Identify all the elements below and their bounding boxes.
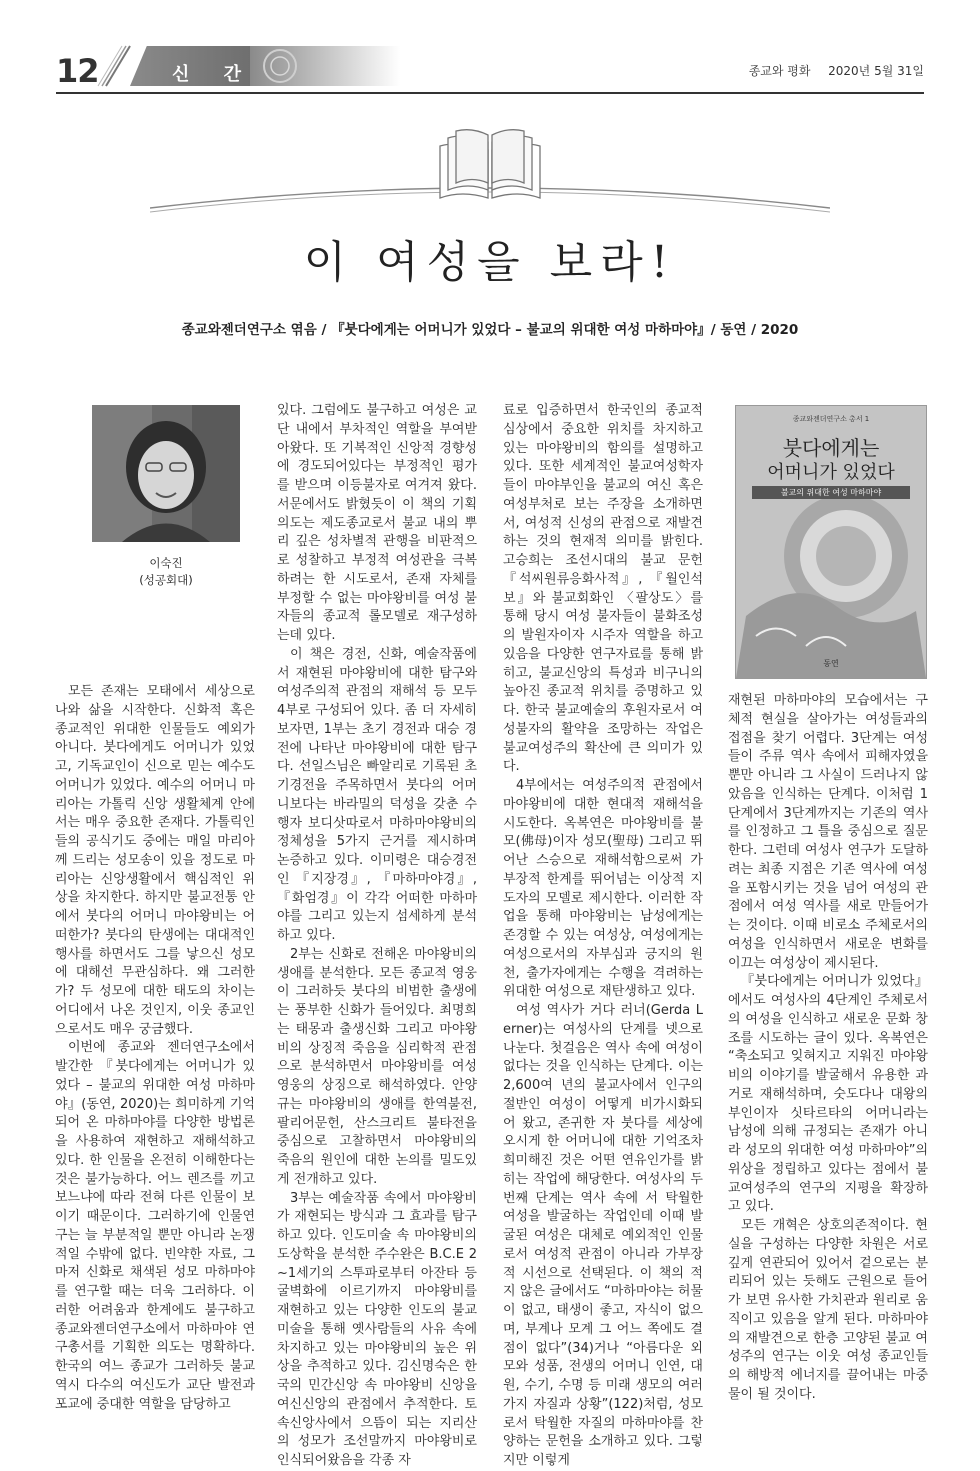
paragraph: 『붓다에게는 어머니가 있었다』에서도 여성사의 4단계인 주체로서의 여성을 인식하고 새로운 문화 창조를 시도하는 글이 있다. 옥복연은 “축소되고 잊혀지고 지워진 마야왕비의 이야기를 발굴해서 유용한 과거로 재해석하며, 숫도다나 대왕의 부인이자 싯타르타의 어머니라는 남성에 의해 규정되는 존재가 아니라 성모의 위대한 여성 마하마야”의 위상을 정립하고 있다는 점에서 불교여성주의 연구의 지평을 확장하고 있다.	[728, 974, 928, 1215]
author-affiliation: (성공회대)	[139, 573, 193, 587]
issue-date: 2020년 5월 31일	[828, 64, 924, 78]
book-info: 종교와젠더연구소 엮음 / 『붓다에게는 어머니가 있었다 – 불교의 위대한 여성 마하마야』/ 동연 / 2020	[181, 322, 799, 338]
cover-title-line1: 붓다에게는	[782, 436, 880, 460]
cover-series: 종교와젠더연구소 총서 1	[792, 415, 870, 423]
masthead	[749, 62, 924, 79]
section-label: 신 간	[172, 64, 256, 85]
book-cover	[735, 405, 927, 679]
author-caption	[92, 555, 240, 589]
column-3	[503, 402, 703, 1471]
paragraph: 여성 역사가 거다 러너(Gerda Lerner)는 여성사의 단계를 넷으로 나눈다. 첫걸음은 역사 속에 여성이 없다는 것을 인식하는 단계다. 이는 2,600여 년의 불교사에서 인구의 절반인 여성이 어떻게 비가시화되어 왔고, 존귀한 자 붓다를 세상에 오시게 한 어머니에 대한 기억조차 희미해진 것은 어떤 연유인가를 밝히는 작업에 해당한다. 여성사의 두 번째 단계는 역사 속에 서 탁월한 여성을 발굴하는 작업인데 이때 발굴된 여성은 대체로 예외적인 인물로서 여성적 관점이 아니라 가부장적 시선으로 선택된다. 이 책의 적지 않은 글에서도 “마하마야는 허물이 없고, 태생이 좋고, 자식이 없으며, 부계나 모계 그 어느 쪽에도 결점이 없다”(34)거나 “아름다운 외모와 성품, 전생의 어머니 인연, 대원, 수기, 수명 등 미래 생모의 여러 가지 자질과 상황”(122)처럼, 성모로서 탁월한 자질의 마하마야를 찬양하는 문헌을 소개하고 있다. 그렇지만 이렇게	[503, 1003, 703, 1468]
header-ornament	[96, 44, 132, 88]
paragraph: 이 책은 경전, 신화, 예술작품에서 재현된 마야왕비에 대한 탐구와 여성주의적 관점의 재해석 등 모두 4부로 구성되어 있다. 좀 더 자세히 보자면, 1부는 초기 경전과 대승 경전에 나타난 마야왕비에 대한 탐구다. 선일스님은 빠알리로 기록된 초기경전을 주목하면서 붓다의 어머니보다는 바라밀의 덕성을 갖춘 수행자 보디삿따로서 마하마야왕비의 정체성을 5가지 근거를 제시하며 논증하고 있다. 이미령은 대승경전인 『지장경』, 『마하마야경』, 『화엄경』이 각각 어떠한 마하마야를 그리고 있는지 섬세하게 분석하고 있다.	[277, 646, 477, 943]
cover-title-line2: 어머니가 있었다	[767, 462, 895, 483]
author-photo	[92, 405, 240, 542]
paragraph: 2부는 신화로 전해온 마야왕비의 생애를 분석한다. 모든 종교적 영웅이 그러하듯 붓다의 비범한 출생에는 풍부한 신화가 들어있다. 최명희는 태몽과 출생신화 그리고 마야왕비의 상징적 죽음을 심리학적 관점으로 분석하면서 마야왕비를 여성영웅의 상징으로 해석하였다. 안양규는 마야왕비의 생애를 한역불전, 팔리어문헌, 산스크리트 불타전을 중심으로 고찰하면서 마야왕비의 죽음의 원인에 대한 논의를 밀도있게 전개하고 있다.	[277, 946, 477, 1187]
paragraph: 이번에 종교와 젠더연구소에서 발간한 『붓다에게는 어머니가 있었다 – 불교의 위대한 여성 마하마야』(동연, 2020)는 희미하게 기억되어 온 마하마야를 다양한 방법론을 사용하여 재현하고 재해석하고 있다. 한 인물을 온전히 이해한다는 것은 불가능하다. 어느 렌즈를 끼고 보느냐에 따라 전혀 다른 인물이 보이기 때문이다. 그러하기에 인물연구는 늘 부분적일 뿐만 아니라 논쟁적일 수밖에 없다. 빈약한 자료, 그마저 신화로 채색된 성모 마하마야를 연구할 때는 더욱 그러하다. 이러한 어려움과 한계에도 불구하고 종교와젠더연구소에서 마하마야 연구총서를 기획한 의도는 명확하다. 한국의 여느 종교가 그러하듯 불교 역시 다수의 여신도가 교단 발전과 포교에 중대한 역할을 담당하고	[55, 1040, 255, 1412]
paragraph: 모든 존재는 모태에서 세상으로 나와 삶을 시작한다. 신화적 혹은 종교적인 위대한 인물들도 예외가 아니다. 붓다에게도 어머니가 있었고, 기독교인이 신으로 믿는 예수도 어머니가 있었다. 예수의 어머니 마리아는 가톨릭 신앙 생활체계 안에서는 매우 중요한 존재다. 가톨릭인들의 공식기도 중에는 매일 마리아께 드리는 성모송이 있을 정도로 마리아는 신앙생활에서 핵심적인 위상을 차지한다. 하지만 불교전통 안에서 붓다의 어머니 마야왕비는 어떠한가? 붓다의 탄생에는 대대적인 행사를 하면서도 그를 낳으신 성모에 대해선 무관심하다. 왜 그러한가? 두 성모에 대한 태도의 차이는 어디에서 나온 것인지, 이웃 종교인으로서도 매우 궁금했다.	[55, 684, 255, 1037]
paragraph: 4부에서는 여성주의적 관점에서 마야왕비에 대한 현대적 재해석을 시도한다. 옥복연은 마야왕비를 불모(佛母)이자 성모(聖母) 그리고 뛰어난 스승으로 재해석함으로써 가부장적 한계를 뛰어넘는 이상적 지도자의 모델로 제시한다. 이러한 작업을 통해 마야왕비는 남성에게는 존경할 수 있는 여성상, 여성에게는 여성으로서의 자부심과 긍지의 원천, 출가자에게는 수행을 격려하는 위대한 여성으로 재탄생하고 있다.	[503, 778, 703, 1000]
header-rule	[56, 92, 924, 94]
cover-subtitle: 불교의 위대한 여성 마하마야	[752, 486, 910, 499]
column-1	[55, 683, 255, 1414]
page-number: 12	[56, 52, 99, 90]
author-name: 이숙진	[149, 556, 183, 570]
paragraph: 재현된 마하마야의 모습에서는 구체적 현실을 살아가는 여성들과의 접점을 찾기 어렵다. 3단계는 여성들이 주류 역사 속에서 피해자였을 뿐만 아니라 그 사실이 드러나지 않았음을 인식하는 단계다. 이처럼 1단계에서 3단계까지는 기존의 역사를 인정하고 그 틀을 중심으로 질문한다. 그런데 여성사 연구가 도달하려는 최종 지점은 기존 역사에 여성을 포함시키는 것을 넘어 여성의 관점에서 여성 역사를 새로 만들어가는 것이다. 이때 비로소 주체로서의 여성을 인식하면서 새로운 변화를 이끄는 여성상이 제시된다.	[728, 693, 928, 971]
article-title: 이 여성을 보라!	[303, 237, 677, 288]
paragraph: 료로 입증하면서 한국인의 종교적 심상에서 중요한 위치를 차지하고 있는 마야왕비의 함의를 설명하고 있다. 또한 세계적인 불교여성학자들이 마야부인을 불교의 여신 혹은 여성부처로 보는 주장을 소개하면서, 여성적 신성의 관점으로 재발견하는 것의 현재적 의미를 밝힌다. 고승희는 조선시대의 불교 문헌 『석씨원류응화사적』, 『월인석보』와 불교회화인 〈팔상도〉를 통해 당시 여성 불자들이 불화조성의 발원자이자 시주자 역할을 하고 있음을 다양한 연구자료를 통해 밝히고, 불교신앙의 특성과 비구니의 높아진 종교적 위치를 증명하고 있다. 한국 불교예술의 후원자로서 여성불자의 활약을 조망하는 작업은 불교여성주의 확산에 큰 의미가 있다.	[503, 403, 703, 775]
paragraph: 모든 개혁은 상호의존적이다. 현실을 구성하는 다양한 차원은 서로 깊게 연관되어 있어서 겉으로는 분리되어 있는 듯해도 근원으로 들어가 보면 유사한 가치관과 원리로 움직이고 있음을 알게 된다. 마하마야의 재발견으로 한층 고양된 불교 여성주의 연구는 이웃 여성 종교인들의 해방적 에너지를 끌어내는 마중물이 될 것이다.	[728, 1218, 928, 1402]
open-book-icon	[150, 128, 830, 216]
cover-publisher: 동연	[823, 659, 839, 668]
publication-name: 종교와 평화	[748, 64, 811, 78]
paragraph: 있다. 그럼에도 불구하고 여성은 교단 내에서 부차적인 역할을 부여받아왔다. 또 기복적인 신앙적 경향성에 경도되어있다는 부정적인 평가를 받으며 이등불자로 여겨져 왔다. 서문에서도 밝혔듯이 이 책의 기획 의도는 제도종교로서 불교 내의 뿌리 깊은 성차별적 관행을 비판적으로 성찰하고 부정적 여성관을 극복하려는 한 시도로서, 존재 자체를 부정할 수 없는 마야왕비를 여성 불자들의 종교적 롤모델로 재구성하는데 있다.	[277, 403, 477, 643]
header-decoration	[250, 46, 400, 86]
paragraph: 3부는 예술작품 속에서 마야왕비가 재현되는 방식과 그 효과를 탐구하고 있다. 인도미술 속 마야왕비의 도상학을 분석한 주수완은 B.C.E 2~1세기의 스투파로부터 아잔타 등굴벽화에 이르기까지 마야왕비를 재현하고 있는 다양한 인도의 불교미술을 통해 옛사람들의 사유 속에 차지하고 있는 마야왕비의 높은 위상을 추적하고 있다. 김신명숙은 한국의 민간신앙 속 마야왕비 신앙을 여신신앙의 관점에서 추적한다. 토속신앙사에서 으뜸이 되는 지리산의 성모가 조선말까지 마야왕비로 인식되어왔음을 각종 자	[277, 1190, 477, 1468]
column-2	[277, 402, 477, 1471]
column-4	[728, 692, 928, 1405]
